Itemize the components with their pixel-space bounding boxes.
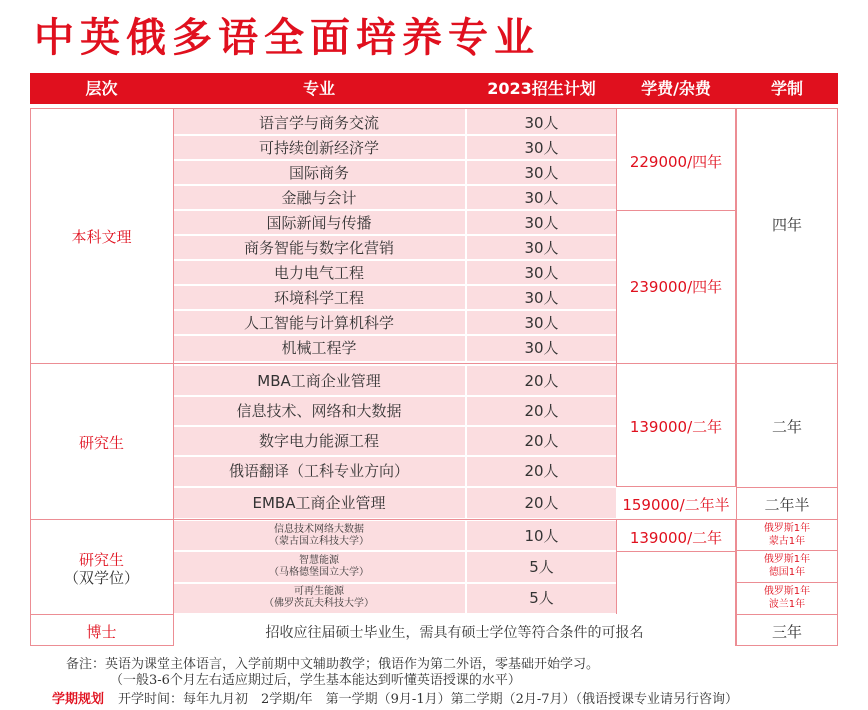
grad-fee-b: 159000/二年半 [622,496,730,514]
dual-duration-line2: 德国1年 [768,567,806,578]
divider [736,487,838,488]
phd-level: 博士 [86,623,117,641]
row-separator [173,234,616,236]
row-separator [173,284,616,286]
quota-item: 30人 [524,239,559,257]
column-border [173,108,174,646]
major-item: 俄语翻译（工科专业方向） [228,462,409,480]
dual-major-name: 信息技术网络大数据 [274,524,364,535]
major-item: 可持续创新经济学 [258,139,379,157]
major-item: 商务智能与数字化营销 [243,239,394,257]
dual-duration-line1: 俄罗斯1年 [763,554,811,565]
row-separator [173,334,616,336]
major-item: EMBA工商企业管理 [252,494,386,512]
quota-item: 20人 [524,402,559,420]
major-item: 国际商务 [288,164,349,182]
row-separator [173,395,616,397]
dual-level-title: 研究生 [78,551,124,569]
row-separator [173,425,616,427]
divider [736,550,838,551]
header-fee: 学费/杂费 [641,79,711,98]
quota-item: 20人 [524,494,559,512]
page-title: 中英俄多语全面培养专业 [34,15,540,61]
dual-major-name: 可再生能源 [294,586,344,597]
quota-item: 30人 [524,214,559,232]
quota-item: 30人 [524,314,559,332]
dual-duration-line1: 俄罗斯1年 [763,586,811,597]
major-item: 环境科学工程 [273,289,364,307]
dual-major-item [173,586,465,610]
grad-duration-b: 二年半 [764,496,810,514]
quota-item: 30人 [524,339,559,357]
dual-duration [736,585,838,611]
fee-cell [616,552,736,614]
dual-major-item [173,555,465,579]
phd-description: 招收应往届硕士毕业生，需具有硕士学位等符合条件的可报名 [265,625,644,641]
dual-major-school: （马格德堡国立大学） [269,567,369,578]
row-separator [173,455,616,457]
dual-duration [736,553,838,579]
quota-item: 30人 [524,164,559,182]
phd-duration: 三年 [771,623,802,641]
grad-fee-a: 139000/二年 [629,418,723,436]
row-separator [173,259,616,261]
quota-item: 5人 [529,558,554,576]
grad-level: 研究生 [78,434,124,452]
undergrad-fee-b: 239000/四年 [629,278,723,296]
header-major: 专业 [302,79,335,98]
major-item: 语言学与商务交流 [258,114,379,132]
major-item: 信息技术、网络和大数据 [236,402,402,420]
dual-major-item [173,524,465,548]
dual-major-name: 智慧能源 [299,555,339,566]
undergrad-level: 本科文理 [71,228,132,246]
dual-duration-line2: 波兰1年 [768,599,806,610]
major-item: 金融与会计 [281,189,357,207]
note-line-1: 备注：英语为课堂主体语言，入学前期中文辅助教学；俄语作为第二外语，零基础开始学习。 [66,657,600,672]
row-separator [173,209,616,211]
note-line-2: （一般3-6个月左右适应期过后，学生基本能达到听懂英语授课的水平） [110,673,521,688]
dual-duration-line1: 俄罗斯1年 [763,523,811,534]
row-separator [173,184,616,186]
undergrad-fee-a: 229000/四年 [629,153,723,171]
major-item: 人工智能与计算机科学 [243,314,394,332]
quota-item: 30人 [524,139,559,157]
undergrad-duration: 四年 [771,216,802,234]
term-plan-label: 学期规划 [52,692,105,707]
major-item: 国际新闻与传播 [266,214,372,232]
row-separator [173,159,616,161]
major-item: 机械工程学 [281,339,357,357]
row-separator [173,134,616,136]
dual-level-subtitle: （双学位） [63,569,139,587]
header-level: 层次 [85,79,118,98]
header-duration: 学制 [770,79,803,98]
quota-item: 5人 [529,589,554,607]
quota-item: 20人 [524,372,559,390]
divider [736,582,838,583]
major-item: MBA工商企业管理 [257,372,381,390]
table-header [30,73,838,104]
row-separator [173,582,616,584]
dual-level [30,551,173,587]
dual-major-school: （佛罗茨瓦夫科技大学） [264,598,374,609]
dual-major-school: （蒙古国立科技大学） [269,536,369,547]
quota-item: 30人 [524,114,559,132]
row-separator [173,309,616,311]
grad-duration-a: 二年 [771,418,802,436]
row-separator [173,550,616,552]
quota-item: 20人 [524,432,559,450]
major-item: 电力电气工程 [273,264,364,282]
header-plan: 2023招生计划 [487,79,596,98]
quota-item: 30人 [524,289,559,307]
dual-duration-line2: 蒙古1年 [768,536,806,547]
term-plan-text: 开学时间：每年九月初 2学期/年 第一学期（9月-1月）第二学期（2月-7月）（俄语授课专业请另行咨询） [118,692,739,707]
column-border [736,108,737,646]
dual-fee-a: 139000/二年 [629,529,723,547]
quota-item: 30人 [524,264,559,282]
major-item: 数字电力能源工程 [258,432,379,450]
quota-item: 10人 [524,527,559,545]
dual-duration [736,522,838,548]
quota-item: 20人 [524,462,559,480]
quota-item: 30人 [524,189,559,207]
